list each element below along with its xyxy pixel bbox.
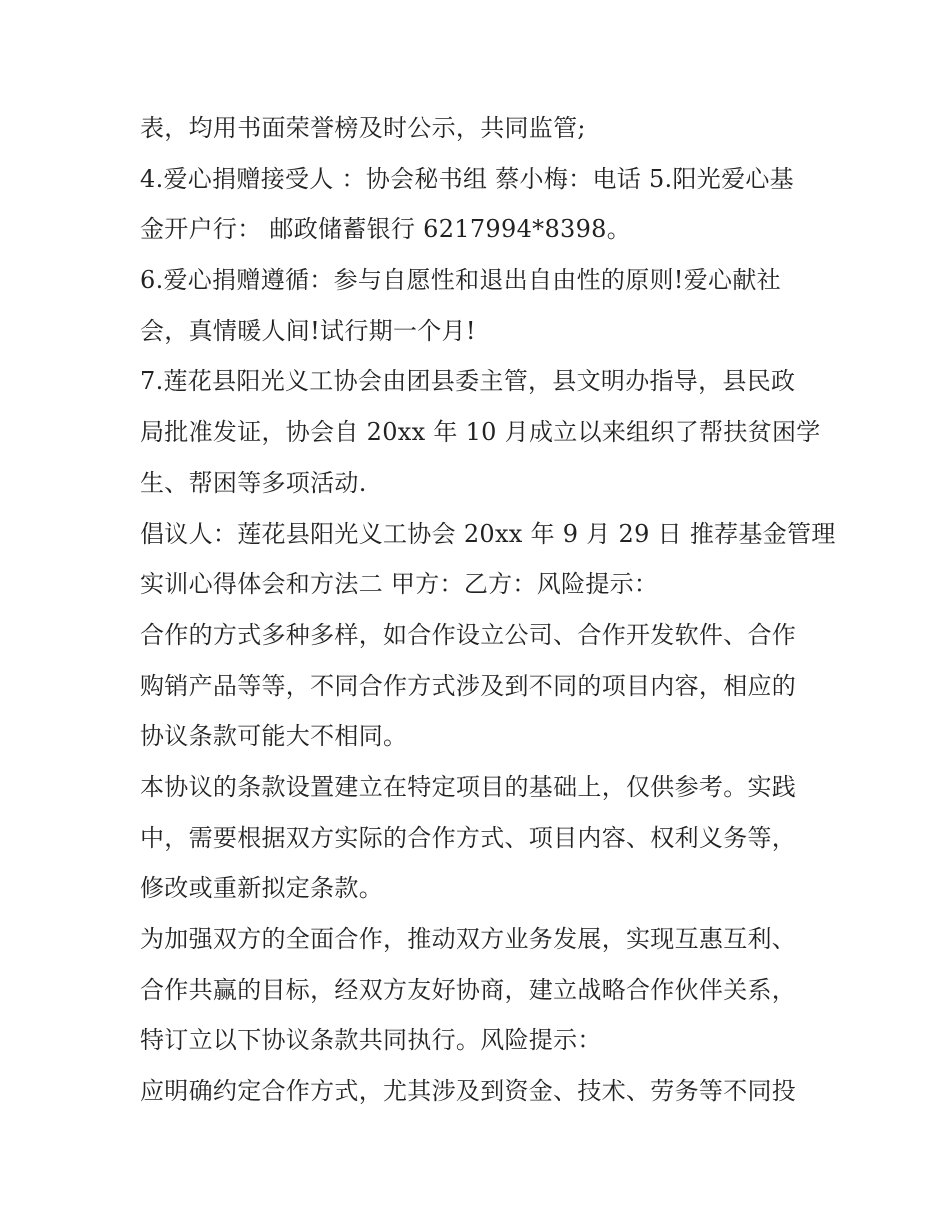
text-line: 合作共赢的目标，经双方友好协商，建立战略合作伙伴关系， <box>140 975 797 1004</box>
text-line: 应明确约定合作方式，尤其涉及到资金、技术、劳务等不同投 <box>140 1077 797 1106</box>
text-line: 7.莲花县阳光义工协会由团县委主管，县文明办指导，县民政 <box>140 367 796 396</box>
text-line: 倡议人：莲花县阳光义工协会 20xx 年 9 月 29 日 推荐基金管理 <box>140 519 836 548</box>
text-line: 协议条款可能大不相同。 <box>140 722 408 751</box>
text-line: 金开户行： 邮政储蓄银行 6217994*8398。 <box>140 215 632 244</box>
text-line: 4.爱心捐赠接受人 ：协会秘书组 蔡小梅：电话 5.阳光爱心基 <box>140 164 794 193</box>
text-line: 本协议的条款设置建立在特定项目的基础上，仅供参考。实践 <box>140 772 797 801</box>
text-line: 实训心得体会和方法二 甲方：乙方：风险提示： <box>140 570 659 599</box>
text-line: 6.爱心捐赠遵循：参与自愿性和退出自由性的原则!爱心献社 <box>140 266 781 295</box>
text-line: 会，真情暖人间!试行期一个月! <box>140 316 476 345</box>
text-line: 购销产品等等，不同合作方式涉及到不同的项目内容，相应的 <box>140 671 797 700</box>
document-body <box>140 103 836 1117</box>
text-line: 生、帮困等多项活动. <box>140 468 367 497</box>
text-line: 表，均用书面荣誉榜及时公示，共同监管; <box>140 114 586 142</box>
text-line: 局批准发证，协会自 20xx 年 10 月成立以来组织了帮扶贫困学 <box>140 418 821 447</box>
text-line: 中，需要根据双方实际的合作方式、项目内容、权利义务等， <box>140 823 797 852</box>
text-line: 合作的方式多种多样，如合作设立公司、合作开发软件、合作 <box>140 620 797 649</box>
text-line: 为加强双方的全面合作，推动双方业务发展，实现互惠互利、 <box>140 925 797 953</box>
text-line: 特订立以下协议条款共同执行。风险提示： <box>140 1026 602 1055</box>
text-line: 修改或重新拟定条款。 <box>140 874 383 903</box>
